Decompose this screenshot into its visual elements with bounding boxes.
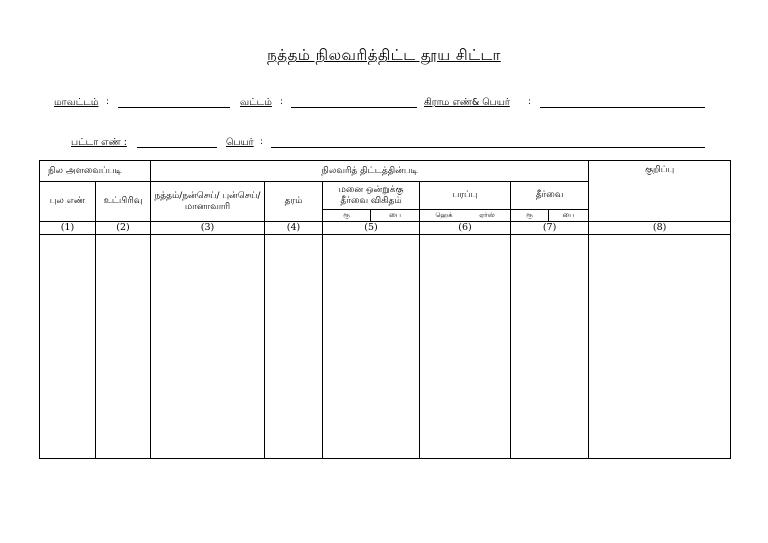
patta-label: பட்டா எண் : xyxy=(71,137,127,148)
assessment-cell[interactable] xyxy=(511,235,589,459)
area-cell[interactable] xyxy=(420,235,511,459)
grade-cell[interactable] xyxy=(265,235,323,459)
remarks-header: குறிப்பு xyxy=(589,161,731,222)
column-number-6: (6) xyxy=(420,222,511,235)
district-label: மாவட்டம் xyxy=(54,97,99,108)
assessment-rupee-unit: ரூ xyxy=(511,210,549,222)
column-number-3: (3) xyxy=(151,222,265,235)
land-type-cell[interactable] xyxy=(151,235,265,459)
name-field[interactable] xyxy=(271,147,705,148)
settlement-group-header: நிலவரித் திட்டத்தின்படி xyxy=(151,161,589,182)
assessment-header: தீர்வை xyxy=(511,182,589,210)
survey-no-cell[interactable] xyxy=(40,235,96,459)
village-colon: : xyxy=(528,97,532,107)
village-field[interactable] xyxy=(540,107,705,108)
chitta-table xyxy=(39,160,731,459)
column-number-1: (1) xyxy=(40,222,96,235)
subdivision-header: உட்பிரிவு xyxy=(96,182,151,222)
remarks-cell[interactable] xyxy=(589,235,731,459)
column-number-5: (5) xyxy=(323,222,420,235)
patta-field[interactable] xyxy=(137,147,217,148)
rate-paise-unit: பை xyxy=(371,210,420,222)
district-field[interactable] xyxy=(118,107,230,108)
name-colon: : xyxy=(260,137,264,147)
rate-cell[interactable] xyxy=(323,235,420,459)
column-number-7: (7) xyxy=(511,222,589,235)
are-unit: ஏர்ஸ் xyxy=(479,210,495,219)
district-colon: : xyxy=(106,97,110,107)
document-title: நத்தம் நிலவரித்திட்ட தூய சிட்டா xyxy=(267,46,501,64)
column-number-4: (4) xyxy=(265,222,323,235)
column-number-2: (2) xyxy=(96,222,151,235)
area-header: பரப்பு xyxy=(420,182,511,210)
grade-header: தரம் xyxy=(265,182,323,222)
subdivision-cell[interactable] xyxy=(96,235,151,459)
rate-header: மனை ஒன்றுக்கு தீர்வை விகிதம் xyxy=(323,182,420,210)
taluk-label: வட்டம் xyxy=(240,97,272,108)
hectare-unit: ஹெக் xyxy=(435,210,453,219)
survey-group-header: நில அளவைப்படி xyxy=(40,161,151,182)
taluk-colon: : xyxy=(280,97,284,107)
rate-rupee-unit: ரூ xyxy=(323,210,371,222)
column-number-8: (8) xyxy=(589,222,731,235)
village-label: கிராம எண்& பெயர் xyxy=(424,97,510,108)
area-units xyxy=(420,210,511,222)
assessment-paise-unit: பை xyxy=(549,210,589,222)
survey-no-header: புல எண் xyxy=(40,182,96,222)
name-label: பெயர் xyxy=(226,137,254,148)
land-type-header: நத்தம்/நன்செய்/ புன்செய்/மானாவாரி xyxy=(151,182,265,222)
taluk-field[interactable] xyxy=(291,107,417,108)
